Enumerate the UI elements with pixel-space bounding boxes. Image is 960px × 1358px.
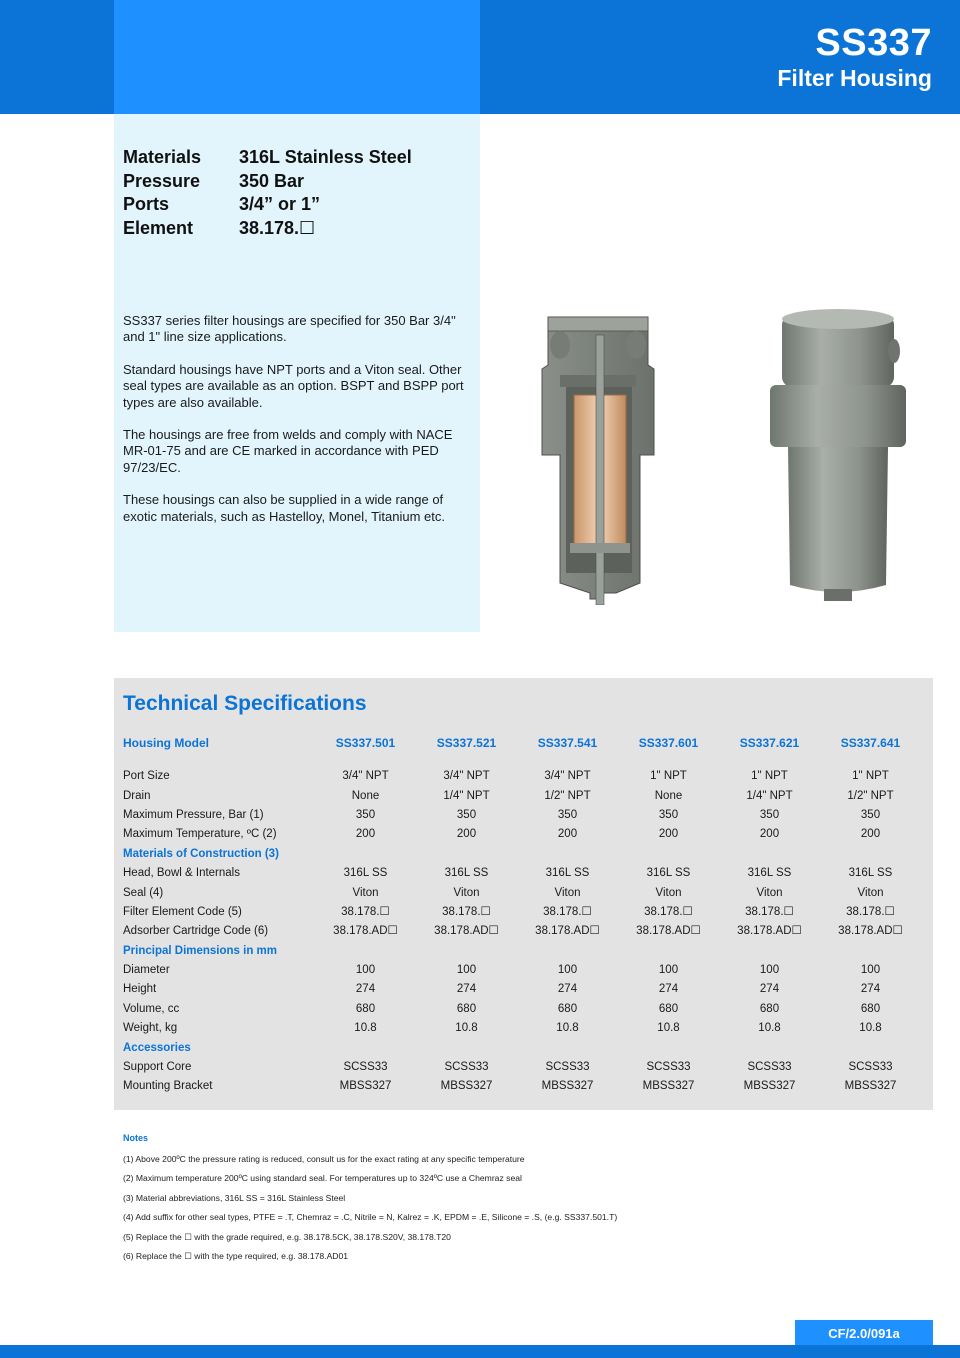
- row-label: Adsorber Cartridge Code (6): [123, 925, 269, 938]
- table-cell: 350: [860, 808, 881, 821]
- row-label: Maximum Temperature, ºC (2): [123, 828, 277, 841]
- table-cell: SCSS33: [747, 1061, 792, 1074]
- table-cell: None: [351, 789, 380, 802]
- table-row: [123, 980, 921, 999]
- section-header: Principal Dimensions in mm: [123, 944, 278, 957]
- section-header-row: [123, 942, 921, 961]
- table-body: [123, 753, 921, 1097]
- table-cell: 38.178.☐: [543, 905, 592, 918]
- key-spec-label: Element: [123, 217, 194, 238]
- table-cell: 38.178.AD☐: [333, 925, 398, 938]
- table-cell: 200: [658, 828, 679, 841]
- row-label: Filter Element Code (5): [123, 905, 242, 918]
- table-cell: 680: [860, 1002, 881, 1015]
- note-item: (4) Add suffix for other seal types, PTFE = .T, Chemraz = .C, Nitrile = N, Kalrez = .K, EPDM = .E, Silicone = .S, (e.g. SS337.501.T): [123, 1212, 618, 1223]
- table-cell: 1/4" NPT: [746, 789, 793, 802]
- cutaway-housing-icon: [542, 317, 654, 605]
- table-cell: 274: [658, 983, 679, 996]
- table-cell: 38.178.☐: [341, 905, 390, 918]
- table-cell: Viton: [352, 886, 379, 899]
- table-cell: 680: [355, 1002, 376, 1015]
- document-code-badge: CF/2.0/091a: [795, 1320, 933, 1345]
- table-cell: 10.8: [556, 1022, 579, 1035]
- table-cell: 316L SS: [444, 867, 489, 880]
- table-cell: 3/4" NPT: [443, 770, 490, 783]
- row-label: Head, Bowl & Internals: [123, 867, 240, 880]
- row-label: Height: [123, 983, 157, 996]
- table-cell: 100: [355, 964, 376, 977]
- product-subtitle: Filter Housing: [777, 65, 932, 91]
- notes-section: [123, 1131, 903, 1266]
- row-label: Mounting Bracket: [123, 1080, 213, 1093]
- table-cell: MBSS327: [642, 1080, 695, 1093]
- footer-band: [0, 1345, 960, 1358]
- table-cell: SCSS33: [343, 1061, 388, 1074]
- row-label: Port Size: [123, 770, 170, 783]
- description-paragraph: SS337 series filter housings are specified for 350 Bar 3/4" and 1" line size applications.: [123, 313, 456, 345]
- table-cell: 1" NPT: [751, 770, 788, 783]
- key-spec-label: Pressure: [123, 170, 201, 191]
- note-item: (5) Replace the ☐ with the grade required, e.g. 38.178.5CK, 38.178.S20V, 38.178.T20: [123, 1231, 451, 1242]
- table-cell: 38.178.AD☐: [636, 925, 701, 938]
- table-cell: 1/4" NPT: [443, 789, 490, 802]
- table-cell: 350: [658, 808, 679, 821]
- table-cell: MBSS327: [440, 1080, 493, 1093]
- table-cell: 38.178.AD☐: [737, 925, 802, 938]
- key-spec-value: 3/4” or 1”: [239, 194, 321, 215]
- description-paragraph: The housings are free from welds and comply with NACE MR-01-75 and are CE marked in accordance with PED 97/23/EC.: [123, 427, 453, 475]
- table-cell: Viton: [857, 886, 884, 899]
- table-cell: 274: [860, 983, 881, 996]
- filter-housing-illustration: [520, 305, 910, 605]
- table-cell: 10.8: [455, 1022, 478, 1035]
- table-row: [123, 1077, 921, 1096]
- table-cell: 316L SS: [747, 867, 792, 880]
- table-cell: 38.178.☐: [846, 905, 895, 918]
- header-label: Housing Model: [123, 735, 209, 750]
- table-cell: 350: [355, 808, 376, 821]
- key-spec-value: 350 Bar: [239, 170, 305, 191]
- table-cell: SCSS33: [646, 1061, 691, 1074]
- table-cell: 38.178.☐: [745, 905, 794, 918]
- table-row: [123, 786, 921, 805]
- technical-specifications-title: Technical Specifications: [123, 692, 367, 715]
- table-cell: Viton: [655, 886, 682, 899]
- note-item: (6) Replace the ☐ with the type required, e.g. 38.178.AD01: [123, 1250, 349, 1261]
- key-specs-table: [123, 146, 412, 240]
- table-cell: 3/4" NPT: [544, 770, 591, 783]
- spacer-cell: [123, 753, 921, 767]
- spacer-row: [123, 753, 921, 767]
- table-row: [123, 1019, 921, 1038]
- row-label: Support Core: [123, 1061, 192, 1074]
- external-housing-icon: [770, 309, 906, 601]
- table-cell: 10.8: [657, 1022, 680, 1035]
- table-cell: SCSS33: [848, 1061, 893, 1074]
- table-cell: 680: [557, 1002, 578, 1015]
- row-label: Maximum Pressure, Bar (1): [123, 808, 264, 821]
- table-row: [123, 825, 921, 844]
- table-cell: 1/2" NPT: [847, 789, 894, 802]
- key-spec-row: [123, 146, 412, 170]
- table-cell: MBSS327: [743, 1080, 796, 1093]
- table-cell: MBSS327: [339, 1080, 392, 1093]
- table-cell: 274: [355, 983, 376, 996]
- table-cell: 680: [456, 1002, 477, 1015]
- table-cell: 316L SS: [545, 867, 590, 880]
- table-row: [123, 767, 921, 786]
- table-cell: 200: [456, 828, 477, 841]
- table-cell: 100: [860, 964, 881, 977]
- header-band-accent: [114, 0, 480, 114]
- product-model-title: SS337: [815, 22, 932, 64]
- table-cell: None: [654, 789, 683, 802]
- table-cell: 316L SS: [848, 867, 893, 880]
- table-cell: 1/2" NPT: [544, 789, 591, 802]
- table-cell: 1" NPT: [650, 770, 687, 783]
- table-cell: SCSS33: [545, 1061, 590, 1074]
- table-cell: 38.178.AD☐: [838, 925, 903, 938]
- table-cell: Viton: [554, 886, 581, 899]
- section-header-row: [123, 845, 921, 864]
- key-spec-label: Ports: [123, 194, 170, 215]
- table-header-row: [123, 733, 921, 753]
- row-label: Seal (4): [123, 886, 164, 899]
- table-cell: 200: [759, 828, 780, 841]
- table-cell: 350: [557, 808, 578, 821]
- table-cell: 200: [355, 828, 376, 841]
- table-cell: 274: [456, 983, 477, 996]
- table-cell: 1" NPT: [852, 770, 889, 783]
- section-header: Accessories: [123, 1041, 191, 1054]
- table-cell: 100: [658, 964, 679, 977]
- table-cell: 316L SS: [646, 867, 691, 880]
- note-item: (1) Above 200ºC the pressure rating is reduced, consult us for the exact rating at any specific temperature: [123, 1154, 525, 1164]
- table-cell: 38.178.AD☐: [434, 925, 499, 938]
- table-cell: 680: [658, 1002, 679, 1015]
- technical-specifications-table: [123, 733, 921, 1097]
- table-cell: 3/4" NPT: [342, 770, 389, 783]
- table-cell: Viton: [756, 886, 783, 899]
- section-header: Materials of Construction (3): [123, 847, 279, 860]
- table-cell: 10.8: [354, 1022, 377, 1035]
- table-cell: 100: [557, 964, 578, 977]
- row-label: Volume, cc: [123, 1002, 180, 1015]
- table-cell: 680: [759, 1002, 780, 1015]
- key-spec-row: [123, 193, 412, 217]
- table-cell: 316L SS: [343, 867, 388, 880]
- table-row: [123, 961, 921, 980]
- table-cell: MBSS327: [541, 1080, 594, 1093]
- table-row: [123, 883, 921, 902]
- model-column-header: SS337.641: [840, 735, 901, 750]
- key-spec-row: [123, 170, 412, 194]
- row-label: Drain: [123, 789, 151, 802]
- table-cell: 10.8: [859, 1022, 882, 1035]
- model-column-header: SS337.521: [436, 735, 497, 750]
- section-header-row: [123, 1038, 921, 1057]
- table-cell: 38.178.☐: [644, 905, 693, 918]
- table-row: [123, 1058, 921, 1077]
- model-column-header: SS337.541: [537, 735, 598, 750]
- table-cell: 274: [759, 983, 780, 996]
- table-cell: 200: [860, 828, 881, 841]
- description-paragraph: Standard housings have NPT ports and a Viton seal. Other seal types are available as an option. BSPT and BSPP port types are also available.: [123, 361, 464, 410]
- table-cell: 200: [557, 828, 578, 841]
- table-cell: 10.8: [758, 1022, 781, 1035]
- key-spec-row: [123, 217, 412, 241]
- table-cell: 274: [557, 983, 578, 996]
- key-spec-value: 316L Stainless Steel: [239, 147, 412, 168]
- note-item: (2) Maximum temperature 200ºC using standard seal. For temperatures up to 324ºC use a Chemraz seal: [123, 1173, 522, 1184]
- table-cell: 350: [759, 808, 780, 821]
- description-paragraph: These housings can also be supplied in a wide range of exotic materials, such as Hastelloy, Monel, Titanium etc.: [123, 492, 445, 524]
- table-cell: 38.178.AD☐: [535, 925, 600, 938]
- table-row: [123, 806, 921, 825]
- table-row: [123, 903, 921, 922]
- notes-title: Notes: [123, 1133, 149, 1143]
- table-cell: 38.178.☐: [442, 905, 491, 918]
- model-column-header: SS337.501: [335, 735, 396, 750]
- table-row: [123, 922, 921, 941]
- row-label: Diameter: [123, 964, 170, 977]
- key-spec-label: Materials: [123, 147, 202, 168]
- title-block: [777, 22, 932, 92]
- key-spec-value: 38.178.☐: [239, 217, 316, 238]
- row-label: Weight, kg: [123, 1022, 178, 1035]
- table-cell: 350: [456, 808, 477, 821]
- product-description: [123, 313, 473, 541]
- table-row: [123, 1000, 921, 1019]
- table-cell: Viton: [453, 886, 480, 899]
- table-row: [123, 864, 921, 883]
- table-cell: 100: [759, 964, 780, 977]
- table-cell: 100: [456, 964, 477, 977]
- table-cell: SCSS33: [444, 1061, 489, 1074]
- note-item: (3) Material abbreviations, 316L SS = 316L Stainless Steel: [123, 1192, 346, 1203]
- table-cell: MBSS327: [844, 1080, 897, 1093]
- model-column-header: SS337.601: [638, 735, 699, 750]
- model-column-header: SS337.621: [739, 735, 800, 750]
